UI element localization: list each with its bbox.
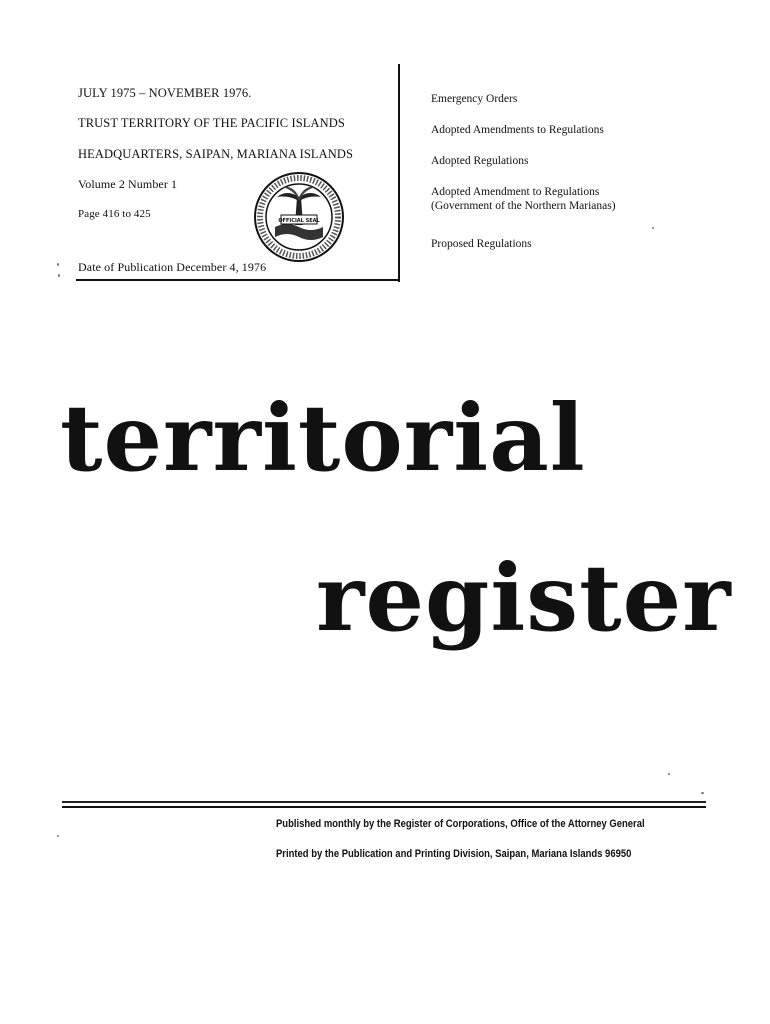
official-seal-icon	[253, 171, 345, 263]
scan-speck	[652, 227, 654, 229]
contents-item: Adopted Amendments to Regulations	[431, 124, 604, 136]
page-range: Page 416 to 425	[78, 208, 151, 220]
seal-label: OFFICIAL SEAL	[278, 218, 320, 224]
scan-speck	[668, 773, 670, 775]
scan-speck	[57, 263, 59, 266]
headquarters-location: HEADQUARTERS, SAIPAN, MARIANA ISLANDS	[78, 147, 354, 161]
printed-by-credit: Printed by the Publication and Printing Division, Saipan, Mariana Islands 96950	[276, 848, 632, 860]
publication-date: Date of Publication December 4, 1976	[78, 260, 267, 274]
footer-rule-thick	[62, 806, 706, 808]
contents-item: Proposed Regulations	[431, 238, 532, 250]
volume-number: Volume 2 Number 1	[78, 177, 178, 191]
info-box-vertical-rule	[398, 64, 400, 282]
issue-dates: JULY 1975 – NOVEMBER 1976.	[78, 86, 252, 100]
contents-item: Adopted Regulations	[431, 155, 529, 167]
published-by-credit: Published monthly by the Register of Corporations, Office of the Attorney General	[276, 818, 645, 830]
footer-rule-thin	[62, 801, 706, 803]
contents-item: Adopted Amendment to Regulations	[431, 186, 600, 198]
territory-name: TRUST TERRITORY OF THE PACIFIC ISLANDS	[78, 116, 345, 130]
issue-info-block	[78, 80, 398, 280]
masthead-word-territorial: territorial	[60, 384, 586, 492]
scan-speck	[57, 835, 59, 837]
info-box-bottom-rule	[76, 279, 400, 281]
scan-speck	[58, 274, 60, 277]
contents-item-note: (Government of the Northern Marianas)	[431, 200, 616, 212]
masthead-word-register: register	[316, 544, 732, 652]
contents-item: Emergency Orders	[431, 93, 518, 105]
scan-speck	[701, 792, 704, 794]
